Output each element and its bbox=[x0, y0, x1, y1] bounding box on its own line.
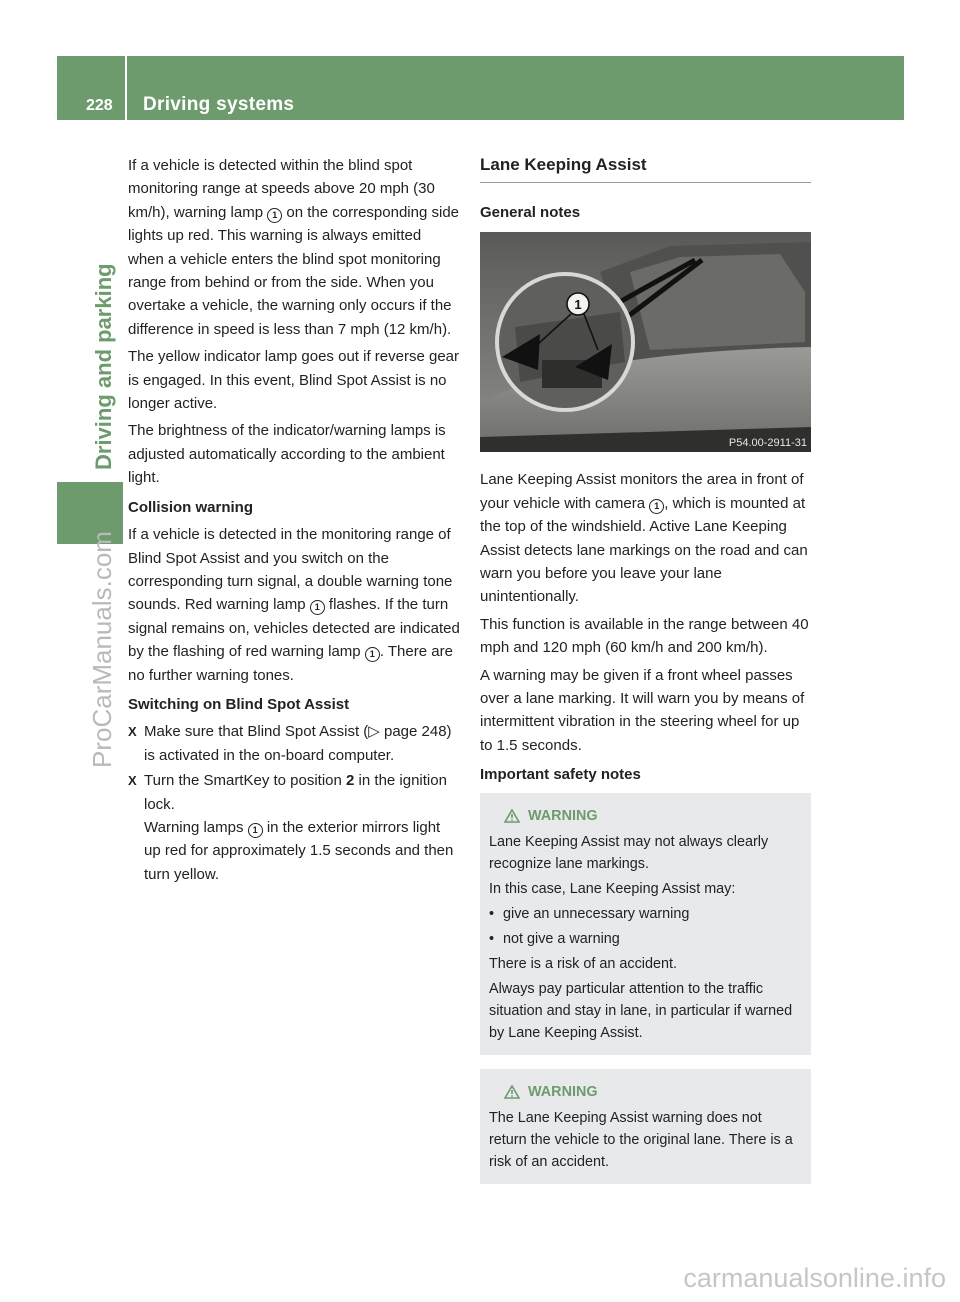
side-tab-label: Driving and parking bbox=[91, 263, 116, 470]
paragraph-lka-range: This function is available in the range between 40 mph and 120 mph (60 km/h and 200 km/h). bbox=[480, 615, 809, 657]
warning-triangle-icon bbox=[504, 1085, 520, 1099]
callout-1-icon: 1 bbox=[267, 208, 282, 223]
page-reference-icon: ▷ bbox=[368, 723, 380, 741]
warning-box-2 bbox=[480, 1069, 811, 1184]
warning-box-1 bbox=[480, 793, 811, 1055]
section-title: Driving systems bbox=[143, 94, 295, 115]
paragraph-lka-warning: A warning may be given if a front wheel passes over a lane marking. It will warn you by means of intermittent vibration in the steering wheel for up to 1.5 seconds. bbox=[480, 666, 805, 754]
watermark-bottom: carmanualsonline.info bbox=[683, 1263, 946, 1293]
paragraph-reverse-gear: The yellow indicator lamp goes out if reverse gear is engaged. In this event, Blind Spot Assist is no longer active. bbox=[128, 348, 459, 413]
page-number: 228 bbox=[86, 97, 113, 114]
heading-lane-keeping-assist: Lane Keeping Assist bbox=[480, 154, 811, 183]
car-windshield-illustration bbox=[480, 232, 811, 452]
figure-callout-label: 1 bbox=[574, 297, 582, 313]
header-divider bbox=[125, 56, 127, 120]
warning-text: The Lane Keeping Assist warning does not return the vehicle to the original lane. There is a risk of an accident. bbox=[489, 1109, 793, 1170]
heading-switching-on: Switching on Blind Spot Assist bbox=[128, 695, 350, 713]
paragraph-blind-spot-warning: If a vehicle is detected within the blind spot monitoring range at speeds above 20 mph (30 km/h), warning lamp 1 on the corresponding side lights up red. This warning is always emitted when a vehicle enters the blind spot monitoring range from behind or from the side. When you overtake a vehicle, the warning only occurs if the difference in speed is less than 7 mph (12 km/h). bbox=[128, 157, 460, 338]
warning-heading: WARNING bbox=[489, 805, 801, 827]
step-arrow-icon: X bbox=[128, 773, 137, 789]
list-item: • not give a warning bbox=[489, 930, 620, 947]
paragraph-collision-warning: If a vehicle is detected in the monitoring range of Blind Spot Assist and you switch on the corresponding turn signal, a double warning tone sounds. Red warning lamp 1 flashes. If the turn signal remains on, vehicles detected are indicated by the flashing of red warning lamp 1 . There are no further warning tones. bbox=[128, 526, 460, 684]
step-1: X Make sure that Blind Spot Assist (▷ page 248) is activated in the on-board computer. bbox=[128, 720, 460, 767]
figure-windshield-camera bbox=[480, 232, 811, 452]
callout-1-icon: 1 bbox=[248, 823, 263, 838]
warning-text: Always pay particular attention to the traffic situation and stay in lane, in particular if warned by Lane Keeping Assist. bbox=[489, 980, 793, 1041]
warning-heading: WARNING bbox=[489, 1081, 801, 1103]
callout-1-icon: 1 bbox=[365, 647, 380, 662]
heading-safety-notes: Important safety notes bbox=[480, 766, 641, 784]
heading-collision-warning: Collision warning bbox=[128, 498, 254, 516]
paragraph-lka-monitors: Lane Keeping Assist monitors the area in front of your vehicle with camera 1 , which is mounted at the top of the windshield. Active Lane Keeping Assist detects lane markings on the road and can warn you before you leave your lane unintentionally. bbox=[480, 471, 808, 606]
watermark-side: ProCarManuals.com bbox=[87, 531, 117, 768]
warning-triangle-icon bbox=[504, 809, 520, 823]
callout-1-icon: 1 bbox=[649, 499, 664, 514]
heading-general-notes: General notes bbox=[480, 204, 581, 221]
list-item: • give an unnecessary warning bbox=[489, 905, 690, 922]
warning-text: In this case, Lane Keeping Assist may: bbox=[489, 880, 736, 897]
left-column bbox=[128, 154, 460, 888]
step-2: X Turn the SmartKey to position 2 in the ignition lock. Warning lamps 1 in the exterior mirrors light up red for approximately 1.5 seconds and then turn yellow. bbox=[128, 769, 460, 886]
warning-text: Lane Keeping Assist may not always clearly recognize lane markings. bbox=[489, 833, 769, 872]
step-arrow-icon: X bbox=[128, 724, 137, 740]
warning-text: There is a risk of an accident. bbox=[489, 955, 677, 972]
callout-1-icon: 1 bbox=[310, 600, 325, 615]
paragraph-brightness: The brightness of the indicator/warning lamps is adjusted automatically according to the ambient light. bbox=[128, 422, 446, 487]
figure-code: P54.00-2911-31 bbox=[728, 437, 807, 450]
right-column bbox=[480, 154, 811, 1198]
